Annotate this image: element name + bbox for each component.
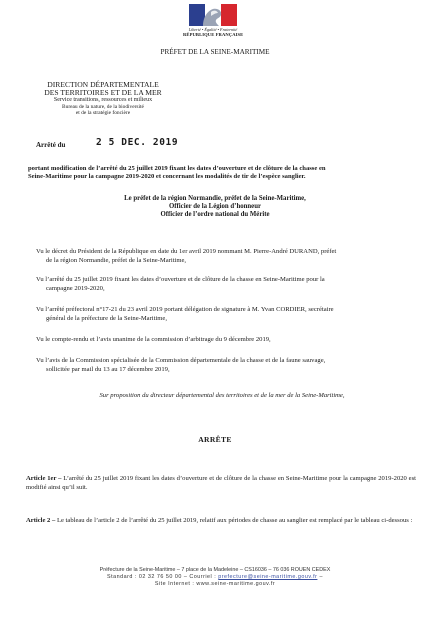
consideration-line-1: Vu le décret du Président de la République en date du 1er avril 2019 nommant M. Pierre-André DURAND, préfet <box>36 248 337 255</box>
consideration-line-1: Vu l’arrêté préfectoral n°17-21 du 23 avril 2019 portant délégation de signature à M. Yvan CORDIER, secrétaire <box>36 306 334 313</box>
prefet-titles <box>0 195 430 220</box>
service-name: Service transitions, ressources et milieux <box>53 97 153 103</box>
article-text-line-1: L’arrêté du 25 juillet 2019 fixant les dates d’ouverture et de clôture de la chasse en Seine-Maritime <box>63 475 328 482</box>
service-block <box>20 97 186 117</box>
marianne-logo <box>183 4 243 37</box>
consideration-line-2: campagne 2019-2020, <box>46 284 105 292</box>
date-stamp: 2 5 DEC. 2019 <box>96 137 179 148</box>
footer-standard: Standard : 02 32 76 50 00 – Courriel : <box>107 574 217 580</box>
article-text-line-1: Le tableau de l’article 2 de l’arrêté du 25 juillet 2019, relatif aux périodes de chasse au sanglier est <box>56 517 317 524</box>
prefet-line-1: Le préfet de la région Normandie, préfet de la Seine-Maritime, <box>124 195 306 202</box>
consideration-item <box>36 336 414 345</box>
subject-line-1: portant modification de l’arrêté du 25 juillet 2019 fixant les dates d’ouverture et de clôture de la chasse en <box>28 165 326 172</box>
subject-line-2: Seine-Maritime pour la campagne 2019-2020 et concernant les modalités de tir de l’espèce sanglier. <box>28 173 306 181</box>
page-footer <box>0 567 430 588</box>
republic-label: RÉPUBLIQUE FRANÇAISE <box>183 32 244 37</box>
article-text-line-2: pour la campagne 2019-2020 est modifié ainsi qu’il suit. <box>26 475 417 491</box>
consideration-item <box>36 357 414 374</box>
bureau-line-1: Bureau de la nature, de la biodiversité <box>62 103 144 110</box>
article-2 <box>26 517 416 526</box>
bureau-line-2: et de la stratégie foncière <box>75 110 131 117</box>
decree-subject <box>28 165 413 181</box>
marianne-flag-icon <box>189 4 237 26</box>
consideration-line-2: sollicitée par mail du 13 au 17 décembre 2019, <box>46 365 170 373</box>
republic-motto: Liberté • Égalité • Fraternité <box>188 27 238 32</box>
direction-block <box>20 81 186 98</box>
footer-email-suffix: – <box>319 574 323 580</box>
consideration-line-2: général de la préfecture de la Seine-Maritime, <box>46 314 168 322</box>
proposal-line: Sur proposition du directeur départemental des territoires et de la mer de la Seine-Maritime, <box>99 392 345 399</box>
direction-line-2: DES TERRITOIRES ET DE LA MER <box>44 88 162 98</box>
consideration-line-1: Vu le compte-rendu et l’avis unanime de la commission d’arbitrage du 9 décembre 2019, <box>36 336 271 343</box>
prefet-line-2: Officier de la Légion d’honneur <box>168 203 261 211</box>
footer-email-link[interactable]: prefecture@seine-maritime.gouv.fr <box>218 574 318 580</box>
prefet-line-3: Officier de l’ordre national du Mérite <box>160 211 270 219</box>
consideration-item <box>36 306 414 323</box>
consideration-line-1: Vu l’arrêté du 25 juillet 2019 fixant les dates d’ouverture et de clôture de la chasse en Seine-Maritime pour la <box>36 276 325 283</box>
arrete-heading: ARRÊTE <box>198 435 232 444</box>
consideration-item <box>36 248 414 265</box>
consideration-item <box>36 276 414 293</box>
consideration-line-1: Vu l’avis de la Commission spécialisée de la Commission départementale de la chasse et de la faune sauvage, <box>36 357 326 364</box>
footer-website[interactable]: Site Internet : www.seine-maritime.gouv.fr <box>154 581 276 587</box>
article-label: Article 1er – <box>26 475 62 482</box>
footer-contact <box>0 574 430 581</box>
article-1 <box>26 475 416 493</box>
decree-label: Arrêté du <box>36 141 66 149</box>
direction-line-1: DIRECTION DÉPARTEMENTALE <box>47 80 159 89</box>
prefecture-title: PRÉFET DE LA SEINE-MARITIME <box>160 48 270 56</box>
footer-address: Préfecture de la Seine-Maritime – 7 place de la Madeleine – CS16036 – 76 036 ROUEN CEDEX <box>99 567 331 573</box>
article-text-line-2: remplacé par le tableau ci-dessous : <box>318 517 413 524</box>
article-label: Article 2 – <box>26 517 56 524</box>
consideration-line-2: de la région Normandie, préfet de la Seine-Maritime, <box>46 256 187 264</box>
